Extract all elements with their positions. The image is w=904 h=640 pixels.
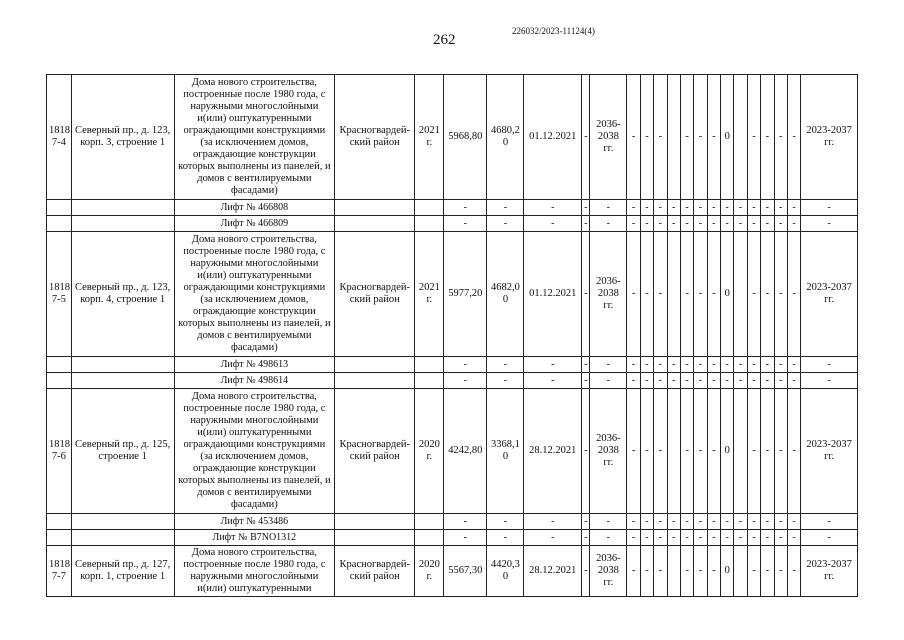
lift-row xyxy=(47,216,858,232)
empty-cell xyxy=(71,373,174,389)
living-area: 4420,3 0 xyxy=(487,546,524,597)
dash-cell: - xyxy=(694,514,707,530)
empty-cell xyxy=(415,216,444,232)
dash-cell: - xyxy=(787,389,800,514)
dash-cell: - xyxy=(734,216,747,232)
dash-cell: - xyxy=(654,514,667,530)
lift-label: Лифт № 466808 xyxy=(174,200,335,216)
total-area: 5977,20 xyxy=(444,232,487,357)
build-year: 2021 г. xyxy=(415,75,444,200)
dash-cell: - xyxy=(654,216,667,232)
dash-cell: - xyxy=(680,373,693,389)
dash-cell: - xyxy=(444,530,487,546)
dash-cell: - xyxy=(707,546,720,597)
dash-cell: - xyxy=(747,389,760,514)
commission-date: 28.12.2021 xyxy=(524,546,582,597)
dash-cell: - xyxy=(694,357,707,373)
build-year: 2020 г. xyxy=(415,389,444,514)
repair-period: 2036-2038 гг. xyxy=(590,546,627,597)
dash-cell: - xyxy=(582,373,590,389)
empty-cell xyxy=(71,530,174,546)
dash-cell: - xyxy=(640,514,653,530)
dash-cell: - xyxy=(787,514,800,530)
dash-cell: - xyxy=(582,514,590,530)
work-period: 2023-2037 гг. xyxy=(801,546,858,597)
lift-row xyxy=(47,530,858,546)
dash-cell: - xyxy=(667,200,680,216)
dash-cell: - xyxy=(667,530,680,546)
empty-cell xyxy=(47,373,72,389)
dash-cell: - xyxy=(487,514,524,530)
dash-cell: - xyxy=(801,216,858,232)
dash-cell: - xyxy=(627,75,640,200)
dash-cell: - xyxy=(694,546,707,597)
row-number: 1818 7-6 xyxy=(47,389,72,514)
dash-cell: - xyxy=(761,216,774,232)
dash-cell: - xyxy=(721,530,734,546)
dash-cell: - xyxy=(640,389,653,514)
dash-cell: - xyxy=(787,75,800,200)
zero-value: 0 xyxy=(721,546,734,597)
dash-cell: - xyxy=(774,75,787,200)
empty-cell xyxy=(415,357,444,373)
dash-cell: - xyxy=(694,216,707,232)
dash-cell: - xyxy=(582,530,590,546)
dash-cell: - xyxy=(747,75,760,200)
total-area: 5968,80 xyxy=(444,75,487,200)
dash-cell: - xyxy=(487,216,524,232)
dash-cell: - xyxy=(524,530,582,546)
dash-cell: - xyxy=(761,389,774,514)
dash-cell: - xyxy=(734,357,747,373)
lift-label: Лифт № В7NO1312 xyxy=(174,530,335,546)
dash-cell: - xyxy=(680,75,693,200)
dash-cell: - xyxy=(747,200,760,216)
empty-cell xyxy=(415,530,444,546)
dash-cell: - xyxy=(487,373,524,389)
dash-cell: - xyxy=(801,357,858,373)
repair-period: 2036-2038 гг. xyxy=(590,389,627,514)
dash-cell: - xyxy=(707,200,720,216)
dash-cell: - xyxy=(590,357,627,373)
dash-cell: - xyxy=(694,530,707,546)
dash-cell: - xyxy=(582,232,590,357)
dash-cell: - xyxy=(627,357,640,373)
dash-cell: - xyxy=(640,216,653,232)
dash-cell: - xyxy=(667,216,680,232)
lift-row xyxy=(47,514,858,530)
dash-cell: - xyxy=(654,200,667,216)
lift-row xyxy=(47,200,858,216)
building-description: Дома нового строительства, построенные после 1980 года, с наружными многослойными и(или) оштукатуренными xyxy=(174,546,335,597)
commission-date: 28.12.2021 xyxy=(524,389,582,514)
dash-cell: - xyxy=(667,373,680,389)
empty-cell xyxy=(335,514,415,530)
empty-cell xyxy=(667,232,680,357)
building-description: Дома нового строительства, построенные после 1980 года, с наружными многослойными и(или) оштукатуренными ограждающими конструкциями (за исключением домов, ограждающие конструкции которых выполнены из панелей, и домов с вентилируемыми фасадами) xyxy=(174,75,335,200)
dash-cell: - xyxy=(694,232,707,357)
dash-cell: - xyxy=(590,530,627,546)
dash-cell: - xyxy=(680,232,693,357)
dash-cell: - xyxy=(654,357,667,373)
dash-cell: - xyxy=(590,200,627,216)
commission-date: 01.12.2021 xyxy=(524,232,582,357)
address: Северный пр., д. 123, корп. 4, строение 1 xyxy=(71,232,174,357)
work-period: 2023-2037 гг. xyxy=(801,389,858,514)
zero-value: 0 xyxy=(721,389,734,514)
dash-cell: - xyxy=(707,530,720,546)
build-year: 2020 г. xyxy=(415,546,444,597)
dash-cell: - xyxy=(707,75,720,200)
dash-cell: - xyxy=(654,530,667,546)
dash-cell: - xyxy=(640,530,653,546)
dash-cell: - xyxy=(590,373,627,389)
dash-cell: - xyxy=(787,373,800,389)
dash-cell: - xyxy=(444,216,487,232)
dash-cell: - xyxy=(627,373,640,389)
living-area: 4680,2 0 xyxy=(487,75,524,200)
dash-cell: - xyxy=(627,530,640,546)
empty-cell xyxy=(71,514,174,530)
dash-cell: - xyxy=(582,216,590,232)
dash-cell: - xyxy=(487,200,524,216)
dash-cell: - xyxy=(761,373,774,389)
empty-cell xyxy=(734,546,747,597)
dash-cell: - xyxy=(627,546,640,597)
dash-cell: - xyxy=(694,200,707,216)
lift-label: Лифт № 498613 xyxy=(174,357,335,373)
dash-cell: - xyxy=(680,389,693,514)
zero-value: 0 xyxy=(721,232,734,357)
empty-cell xyxy=(667,389,680,514)
dash-cell: - xyxy=(590,514,627,530)
dash-cell: - xyxy=(747,357,760,373)
build-year: 2021 г. xyxy=(415,232,444,357)
dash-cell: - xyxy=(801,514,858,530)
dash-cell: - xyxy=(801,530,858,546)
dash-cell: - xyxy=(774,514,787,530)
dash-cell: - xyxy=(734,200,747,216)
empty-cell xyxy=(734,389,747,514)
dash-cell: - xyxy=(654,75,667,200)
dash-cell: - xyxy=(734,373,747,389)
dash-cell: - xyxy=(582,389,590,514)
empty-cell xyxy=(71,216,174,232)
dash-cell: - xyxy=(721,514,734,530)
lift-label: Лифт № 453486 xyxy=(174,514,335,530)
dash-cell: - xyxy=(654,232,667,357)
dash-cell: - xyxy=(582,357,590,373)
total-area: 4242,80 xyxy=(444,389,487,514)
dash-cell: - xyxy=(582,75,590,200)
empty-cell xyxy=(335,357,415,373)
dash-cell: - xyxy=(787,530,800,546)
dash-cell: - xyxy=(707,216,720,232)
dash-cell: - xyxy=(774,389,787,514)
row-number: 1818 7-5 xyxy=(47,232,72,357)
empty-cell xyxy=(734,75,747,200)
dash-cell: - xyxy=(680,357,693,373)
dash-cell: - xyxy=(801,200,858,216)
dash-cell: - xyxy=(721,357,734,373)
dash-cell: - xyxy=(774,373,787,389)
dash-cell: - xyxy=(524,200,582,216)
dash-cell: - xyxy=(640,373,653,389)
dash-cell: - xyxy=(627,514,640,530)
building-description: Дома нового строительства, построенные после 1980 года, с наружными многослойными и(или) оштукатуренными ограждающими конструкциями (за исключением домов, ограждающие конструкции которых выполнены из панелей, и домов с вентилируемыми фасадами) xyxy=(174,389,335,514)
dash-cell: - xyxy=(680,546,693,597)
dash-cell: - xyxy=(774,216,787,232)
empty-cell xyxy=(71,200,174,216)
page-number: 262 xyxy=(433,32,456,48)
dash-cell: - xyxy=(444,514,487,530)
dash-cell: - xyxy=(747,232,760,357)
house-row xyxy=(47,546,858,597)
dash-cell: - xyxy=(680,216,693,232)
dash-cell: - xyxy=(640,232,653,357)
dash-cell: - xyxy=(747,514,760,530)
empty-cell xyxy=(47,357,72,373)
empty-cell xyxy=(335,216,415,232)
empty-cell xyxy=(47,200,72,216)
dash-cell: - xyxy=(680,200,693,216)
dash-cell: - xyxy=(627,232,640,357)
dash-cell: - xyxy=(627,389,640,514)
dash-cell: - xyxy=(801,373,858,389)
repair-period: 2036-2038 гг. xyxy=(590,232,627,357)
dash-cell: - xyxy=(747,216,760,232)
dash-cell: - xyxy=(761,232,774,357)
dash-cell: - xyxy=(761,514,774,530)
dash-cell: - xyxy=(524,514,582,530)
work-period: 2023-2037 гг. xyxy=(801,232,858,357)
dash-cell: - xyxy=(444,373,487,389)
dash-cell: - xyxy=(774,530,787,546)
empty-cell xyxy=(415,514,444,530)
dash-cell: - xyxy=(694,389,707,514)
dash-cell: - xyxy=(640,200,653,216)
dash-cell: - xyxy=(774,200,787,216)
lift-row xyxy=(47,373,858,389)
dash-cell: - xyxy=(721,373,734,389)
empty-cell xyxy=(335,373,415,389)
dash-cell: - xyxy=(721,216,734,232)
dash-cell: - xyxy=(654,389,667,514)
district: Красногвардей-ский район xyxy=(335,546,415,597)
dash-cell: - xyxy=(640,546,653,597)
work-period: 2023-2037 гг. xyxy=(801,75,858,200)
dash-cell: - xyxy=(734,514,747,530)
dash-cell: - xyxy=(694,373,707,389)
dash-cell: - xyxy=(707,514,720,530)
dash-cell: - xyxy=(694,75,707,200)
dash-cell: - xyxy=(747,373,760,389)
lift-label: Лифт № 498614 xyxy=(174,373,335,389)
dash-cell: - xyxy=(654,373,667,389)
dash-cell: - xyxy=(761,546,774,597)
district: Красногвардей-ский район xyxy=(335,75,415,200)
dash-cell: - xyxy=(627,216,640,232)
dash-cell: - xyxy=(590,216,627,232)
dash-cell: - xyxy=(667,357,680,373)
living-area: 3368,1 0 xyxy=(487,389,524,514)
district: Красногвардей-ский район xyxy=(335,389,415,514)
house-row xyxy=(47,389,858,514)
dash-cell: - xyxy=(627,200,640,216)
dash-cell: - xyxy=(787,232,800,357)
dash-cell: - xyxy=(524,373,582,389)
dash-cell: - xyxy=(774,232,787,357)
dash-cell: - xyxy=(787,546,800,597)
empty-cell xyxy=(47,530,72,546)
dash-cell: - xyxy=(487,357,524,373)
housing-register-table xyxy=(46,74,858,597)
row-number: 1818 7-7 xyxy=(47,546,72,597)
dash-cell: - xyxy=(761,530,774,546)
dash-cell: - xyxy=(667,514,680,530)
empty-cell xyxy=(335,200,415,216)
dash-cell: - xyxy=(654,546,667,597)
dash-cell: - xyxy=(640,75,653,200)
dash-cell: - xyxy=(707,357,720,373)
lift-row xyxy=(47,357,858,373)
dash-cell: - xyxy=(787,357,800,373)
zero-value: 0 xyxy=(721,75,734,200)
dash-cell: - xyxy=(747,530,760,546)
dash-cell: - xyxy=(524,357,582,373)
dash-cell: - xyxy=(707,373,720,389)
total-area: 5567,30 xyxy=(444,546,487,597)
address: Северный пр., д. 123, корп. 3, строение 1 xyxy=(71,75,174,200)
empty-cell xyxy=(71,357,174,373)
house-row xyxy=(47,75,858,200)
commission-date: 01.12.2021 xyxy=(524,75,582,200)
dash-cell: - xyxy=(582,200,590,216)
dash-cell: - xyxy=(787,216,800,232)
dash-cell: - xyxy=(774,546,787,597)
lift-label: Лифт № 466809 xyxy=(174,216,335,232)
repair-period: 2036-2038 гг. xyxy=(590,75,627,200)
empty-cell xyxy=(47,514,72,530)
building-description: Дома нового строительства, построенные после 1980 года, с наружными многослойными и(или) оштукатуренными ограждающими конструкциями (за исключением домов, ограждающие конструкции которых выполнены из панелей, и домов с вентилируемыми фасадами) xyxy=(174,232,335,357)
empty-cell xyxy=(667,75,680,200)
address: Северный пр., д. 125, строение 1 xyxy=(71,389,174,514)
dash-cell: - xyxy=(761,200,774,216)
dash-cell: - xyxy=(640,357,653,373)
empty-cell xyxy=(667,546,680,597)
dash-cell: - xyxy=(761,75,774,200)
dash-cell: - xyxy=(680,514,693,530)
living-area: 4682,0 0 xyxy=(487,232,524,357)
dash-cell: - xyxy=(680,530,693,546)
dash-cell: - xyxy=(582,546,590,597)
document-id: 226032/2023-11124(4) xyxy=(512,26,595,36)
district: Красногвардей-ский район xyxy=(335,232,415,357)
dash-cell: - xyxy=(721,200,734,216)
empty-cell xyxy=(415,200,444,216)
dash-cell: - xyxy=(487,530,524,546)
dash-cell: - xyxy=(761,357,774,373)
row-number: 1818 7-4 xyxy=(47,75,72,200)
dash-cell: - xyxy=(774,357,787,373)
empty-cell xyxy=(47,216,72,232)
address: Северный пр., д. 127, корп. 1, строение 1 xyxy=(71,546,174,597)
house-row xyxy=(47,232,858,357)
dash-cell: - xyxy=(524,216,582,232)
dash-cell: - xyxy=(734,530,747,546)
dash-cell: - xyxy=(787,200,800,216)
dash-cell: - xyxy=(707,232,720,357)
dash-cell: - xyxy=(747,546,760,597)
empty-cell xyxy=(415,373,444,389)
empty-cell xyxy=(734,232,747,357)
empty-cell xyxy=(335,530,415,546)
dash-cell: - xyxy=(444,357,487,373)
dash-cell: - xyxy=(707,389,720,514)
dash-cell: - xyxy=(444,200,487,216)
